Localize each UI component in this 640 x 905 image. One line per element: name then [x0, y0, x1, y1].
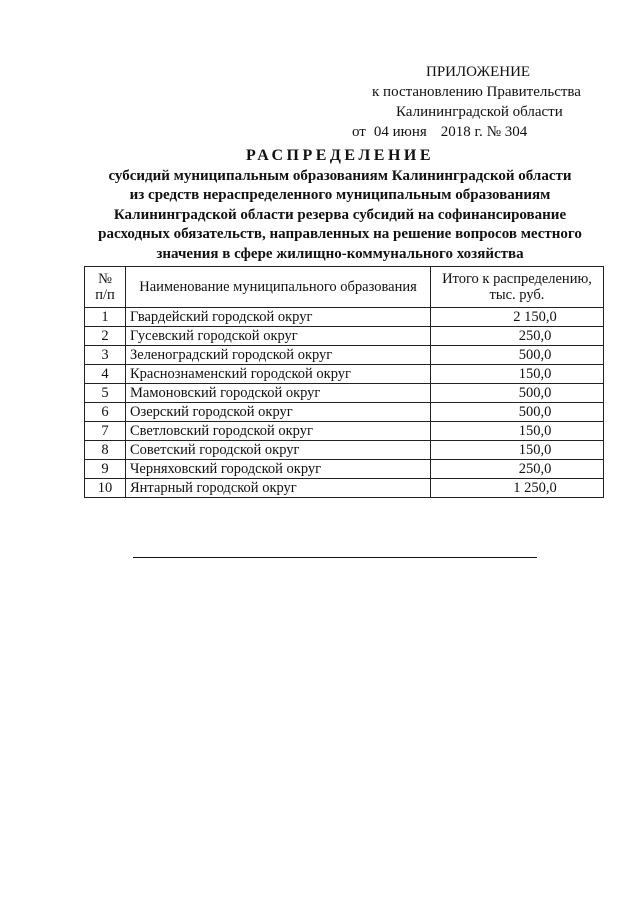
title-line: Калининградской области резерва субсидий на софинансирование [113, 206, 567, 223]
row-municipality: Мамоновский городской округ [126, 384, 431, 403]
row-municipality: Советский городской округ [126, 441, 431, 460]
closing-rule-line [133, 557, 537, 558]
appendix-title: ПРИЛОЖЕНИЕ [426, 64, 531, 80]
header-municipality: Наименование муниципального образования [126, 267, 431, 308]
title-line: расходных обязательств, направленных на решение вопросов местного [98, 226, 582, 242]
row-municipality: Янтарный городской округ [126, 479, 431, 498]
header-number-abbr: п/п [95, 287, 115, 303]
row-municipality: Озерский городской округ [126, 403, 431, 422]
title-line: субсидий муниципальным образованиям Калининградской области [108, 167, 572, 184]
document-title-block [60, 146, 620, 264]
appendix-decree-line: к постановлению Правительства [372, 84, 581, 100]
header-total-label: Итого к распределению, [442, 271, 592, 287]
appendix-block [340, 62, 580, 142]
row-number: 4 [85, 365, 126, 384]
table-header-row [85, 267, 604, 308]
distribution-table [84, 266, 604, 498]
row-amount: 1 250,0 [431, 479, 604, 498]
row-number: 5 [85, 384, 126, 403]
appendix-date-line [340, 122, 580, 142]
header-total [431, 267, 604, 308]
table-row [85, 384, 604, 403]
header-number-symbol: № [98, 271, 112, 287]
title-line: из средств нераспределенного муниципальным образованиям [129, 187, 551, 203]
table-row [85, 460, 604, 479]
row-amount: 150,0 [431, 365, 604, 384]
table-row [85, 422, 604, 441]
table-row [85, 346, 604, 365]
row-amount: 500,0 [431, 403, 604, 422]
row-number: 9 [85, 460, 126, 479]
row-municipality: Светловский городской округ [126, 422, 431, 441]
header-number [85, 267, 126, 308]
row-amount: 500,0 [431, 346, 604, 365]
row-municipality: Черняховский городской округ [126, 460, 431, 479]
row-amount: 150,0 [431, 422, 604, 441]
row-amount: 500,0 [431, 384, 604, 403]
row-number: 6 [85, 403, 126, 422]
table-row [85, 327, 604, 346]
table-row [85, 365, 604, 384]
row-amount: 250,0 [431, 460, 604, 479]
document-heading: РАСПРЕДЕЛЕНИЕ [245, 147, 435, 164]
row-amount: 150,0 [431, 441, 604, 460]
table-row [85, 403, 604, 422]
row-number: 7 [85, 422, 126, 441]
appendix-government-line: Калининградской области [396, 104, 563, 120]
row-municipality: Краснознаменский городской округ [126, 365, 431, 384]
row-number: 10 [85, 479, 126, 498]
row-number: 1 [85, 308, 126, 327]
row-number: 8 [85, 441, 126, 460]
table-row [85, 479, 604, 498]
row-number: 3 [85, 346, 126, 365]
table-row [85, 441, 604, 460]
header-total-unit: тыс. руб. [489, 287, 545, 303]
appendix-date-prefix: от [352, 124, 366, 140]
row-municipality: Гвардейский городской округ [126, 308, 431, 327]
appendix-number: № 304 [486, 124, 528, 140]
row-amount: 250,0 [431, 327, 604, 346]
title-line: значения в сфере жилищно-коммунального хозяйства [156, 245, 524, 262]
table-row [85, 308, 604, 327]
row-amount: 2 150,0 [431, 308, 604, 327]
row-number: 2 [85, 327, 126, 346]
row-municipality: Гусевский городской округ [126, 327, 431, 346]
appendix-date-day-month: 04 июня [373, 124, 427, 140]
row-municipality: Зеленоградский городской округ [126, 346, 431, 365]
appendix-date-year: 2018 г. [440, 124, 483, 140]
